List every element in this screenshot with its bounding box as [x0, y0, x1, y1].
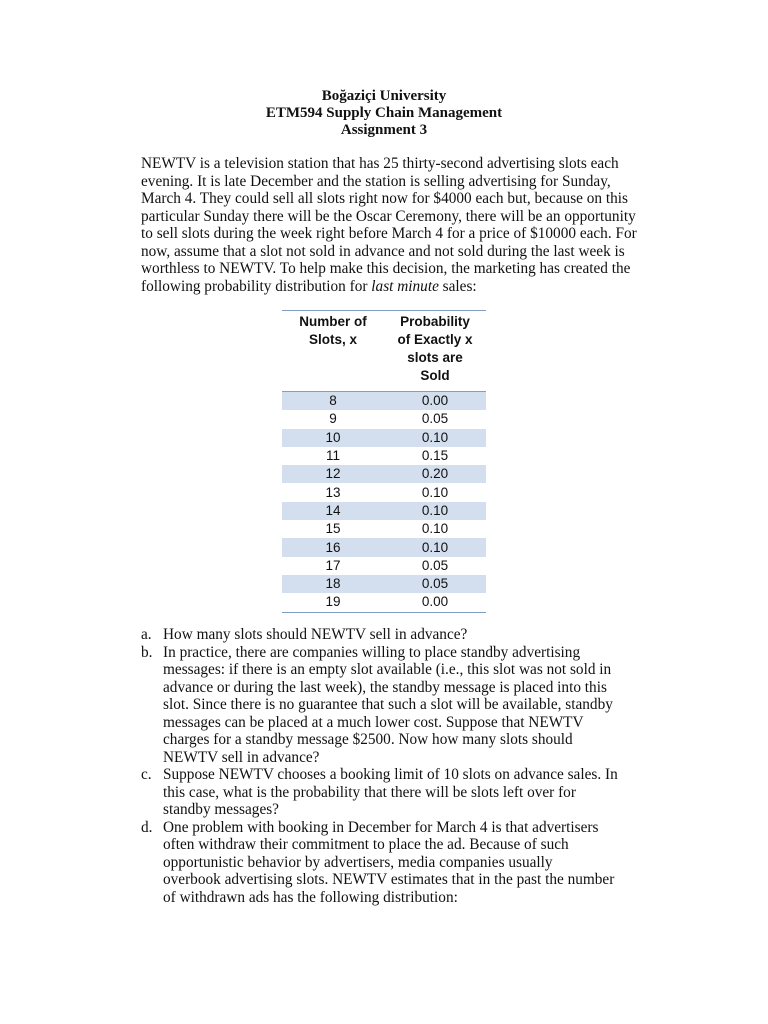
table-row [282, 502, 486, 520]
probability-cell: 0.00 [421, 594, 449, 610]
header-line: Slots, x [308, 332, 357, 347]
intro-line: to sell slots during the week right before March 4 for a price of $10000 each. For [141, 225, 637, 242]
header-slots [282, 311, 384, 392]
questions-list [141, 626, 661, 906]
table-row [282, 447, 486, 465]
header-line: Sold [420, 368, 450, 383]
question-line: standby messages? [163, 801, 279, 818]
slots-cell: 11 [325, 448, 340, 464]
question-line: slot. Since there is no guarantee that such a slot will be available, standby [163, 696, 613, 713]
course-title: ETM594 Supply Chain Management [265, 105, 503, 121]
question-text [163, 626, 467, 644]
intro-line: evening. It is late December and the station is selling advertising for Sunday, [141, 172, 611, 190]
question-text [163, 644, 613, 767]
slots-cell: 16 [282, 538, 384, 556]
slots-cell: 9 [329, 411, 337, 427]
question-text [163, 819, 614, 907]
intro-text: following probability distribution for [141, 277, 372, 295]
header-probability [384, 311, 486, 392]
header-line: of Exactly x [397, 332, 473, 347]
table-row [282, 520, 486, 538]
header-line: slots are [407, 350, 463, 365]
intro-line: now, assume that a slot not sold in advance and not sold during the last week is [141, 242, 625, 260]
question-letter: b. [141, 643, 153, 661]
intro-line: March 4. They could sell all slots right now for $4000 each but, because on this [141, 190, 628, 207]
intro-line [141, 278, 661, 296]
probability-cell: 0.10 [384, 502, 486, 520]
table-row [282, 392, 486, 411]
question-line: opportunistic behavior by advertisers, media companies usually [163, 853, 553, 871]
slots-cell: 8 [282, 392, 384, 411]
question-line: overbook advertising slots. NEWTV estimates that in the past the number [163, 871, 615, 888]
question-line: messages can be placed at a much lower cost. Suppose that NEWTV [163, 713, 584, 731]
question-item [141, 644, 661, 767]
table-row [282, 557, 486, 575]
slots-cell: 10 [282, 429, 384, 447]
intro-paragraph [141, 155, 661, 295]
assignment-title: Assignment 3 [340, 122, 428, 138]
probability-cell: 0.05 [421, 557, 449, 573]
slots-cell: 17 [325, 557, 341, 573]
question-line: of withdrawn ads has the following distribution: [163, 888, 458, 906]
question-line: In practice, there are companies willing to place standby advertising [163, 643, 581, 661]
question-line: One problem with booking in December for March 4 is that advertisers [163, 818, 599, 836]
question-line: Suppose NEWTV chooses a booking limit of 10 slots on advance sales. In [163, 766, 618, 783]
question-line: How many slots should NEWTV sell in advance? [163, 626, 468, 643]
probability-cell: 0.05 [384, 575, 486, 593]
question-letter: c. [141, 766, 152, 783]
question-line: NEWTV sell in advance? [163, 748, 320, 766]
slots-cell: 18 [282, 575, 384, 593]
emphasis-text: last minute [371, 277, 439, 295]
table-row [282, 538, 486, 556]
slots-cell: 14 [282, 502, 384, 520]
table-row [282, 465, 486, 483]
question-item [141, 766, 661, 819]
intro-line: particular Sunday there will be the Oscar Ceremony, there will be an opportunity [141, 207, 636, 225]
question-line: this case, what is the probability that there will be slots left over for [163, 783, 576, 801]
intro-line: NEWTV is a television station that has 25 thirty-second advertising slots each [141, 155, 619, 172]
probability-cell: 0.00 [384, 392, 486, 411]
slots-cell: 12 [282, 465, 384, 483]
question-letter: d. [141, 818, 153, 836]
question-line: advance or during the last week), the standby message is placed into this [163, 678, 607, 696]
probability-cell: 0.10 [421, 484, 449, 500]
question-line: often withdraw their commitment to place the ad. Because of such [163, 836, 569, 853]
intro-line: worthless to NEWTV. To help make this decision, the marketing has created the [141, 260, 631, 277]
slots-cell: 19 [325, 594, 341, 610]
university-title: Boğaziçi University [321, 88, 447, 104]
probability-cell: 0.20 [384, 465, 486, 483]
question-line: messages: if there is an empty slot available (i.e., this slot was not sold in [163, 661, 612, 678]
probability-table [282, 310, 486, 613]
table-row [282, 483, 486, 501]
question-item [141, 626, 661, 644]
probability-cell: 0.10 [384, 429, 486, 447]
probability-cell: 0.05 [421, 411, 449, 427]
slots-cell: 15 [325, 521, 341, 537]
probability-cell: 0.10 [421, 521, 449, 537]
table-row [282, 410, 486, 428]
table-row [282, 429, 486, 447]
table-row [282, 575, 486, 593]
question-line: charges for a standby message $2500. Now how many slots should [163, 731, 573, 748]
header-line: Number of [299, 314, 367, 329]
probability-cell: 0.10 [384, 538, 486, 556]
question-item [141, 819, 661, 907]
question-text [163, 766, 618, 819]
slots-cell: 13 [325, 484, 341, 500]
question-letter: a. [141, 626, 152, 643]
header-line: Probability [400, 314, 470, 329]
table-row [282, 593, 486, 612]
intro-text: sales: [438, 277, 477, 295]
probability-cell: 0.15 [421, 448, 449, 464]
